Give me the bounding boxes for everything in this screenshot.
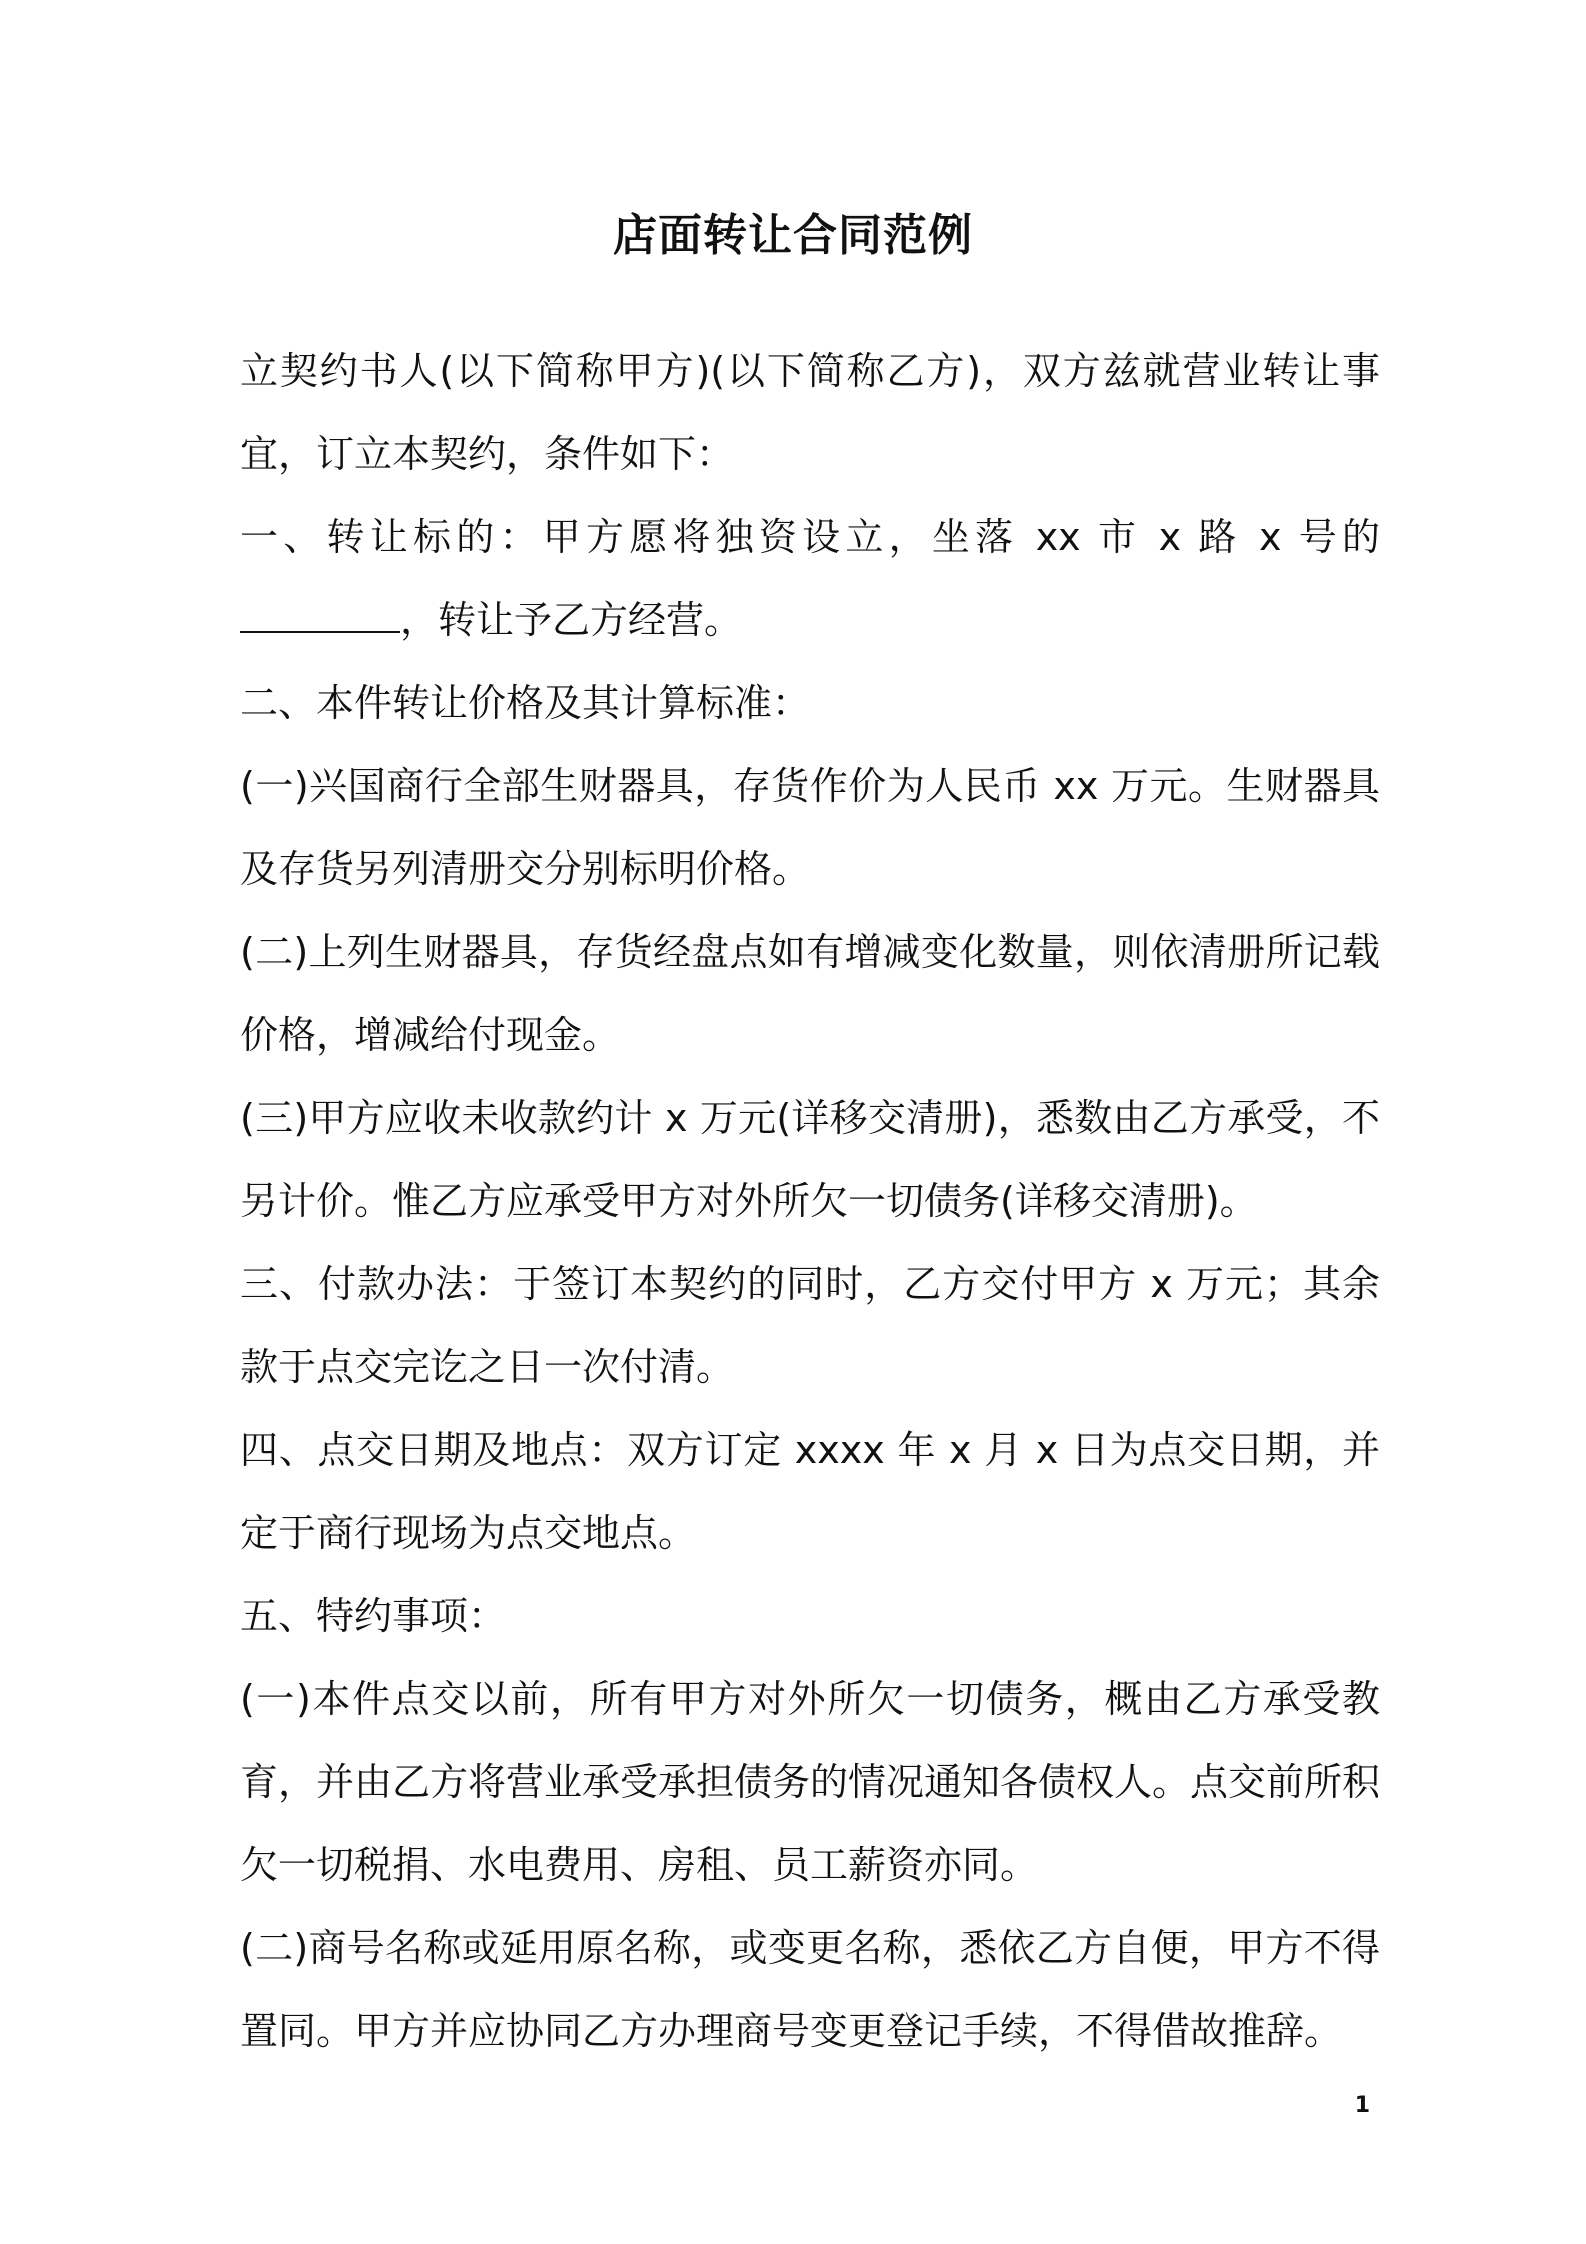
paragraph-special-terms-heading: 五、特约事项：	[240, 1594, 507, 1638]
paragraph-price-item-1: (一)兴国商行全部生财器具，存货作价为人民币 xx 万元。生财器具及存货另列清册交分别标明价格。	[240, 764, 1380, 891]
paragraph-price-heading: 二、本件转让价格及其计算标准：	[240, 681, 811, 725]
document-body	[240, 330, 1380, 2073]
paragraph-transfer-subject	[240, 496, 1380, 662]
transfer-subject-text: 一、转让标的：甲方愿将独资设立，坐落 xx 市 x 路 x 号的	[240, 515, 1380, 559]
paragraph-price-item-3: (三)甲方应收未收款约计 x 万元(详移交清册)，悉数由乙方承受，不另计价。惟乙方应承受甲方对外所欠一切债务(详移交清册)。	[240, 1096, 1380, 1223]
fill-in-blank	[240, 601, 400, 633]
paragraph-price-item-2: (二)上列生财器具，存货经盘点如有增减变化数量，则依清册所记载价格，增减给付现金。	[240, 930, 1380, 1057]
transfer-subject-text-end: ，转让予乙方经营。	[400, 598, 743, 642]
page-number: 1	[1354, 2093, 1370, 2118]
paragraph-payment-method: 三、付款办法：于签订本契约的同时，乙方交付甲方 x 万元；其余款于点交完讫之日一次付清。	[240, 1262, 1380, 1389]
paragraph-special-terms-item-1: (一)本件点交以前，所有甲方对外所欠一切债务，概由乙方承受教育，并由乙方将营业承受承担债务的情况通知各债权人。点交前所积欠一切税捐、水电费用、房租、员工薪资亦同。	[240, 1677, 1381, 1887]
document-title: 店面转让合同范例	[613, 210, 973, 261]
paragraph-handover-date: 四、点交日期及地点：双方订定 xxxx 年 x 月 x 日为点交日期，并定于商行现场为点交地点。	[240, 1428, 1380, 1555]
paragraph-special-terms-item-2: (二)商号名称或延用原名称，或变更名称，悉依乙方自便，甲方不得置同。甲方并应协同乙方办理商号变更登记手续，不得借故推辞。	[240, 1926, 1380, 2053]
paragraph-preamble: 立契约书人(以下简称甲方)(以下简称乙方)，双方兹就营业转让事宜，订立本契约，条件如下：	[240, 349, 1380, 476]
